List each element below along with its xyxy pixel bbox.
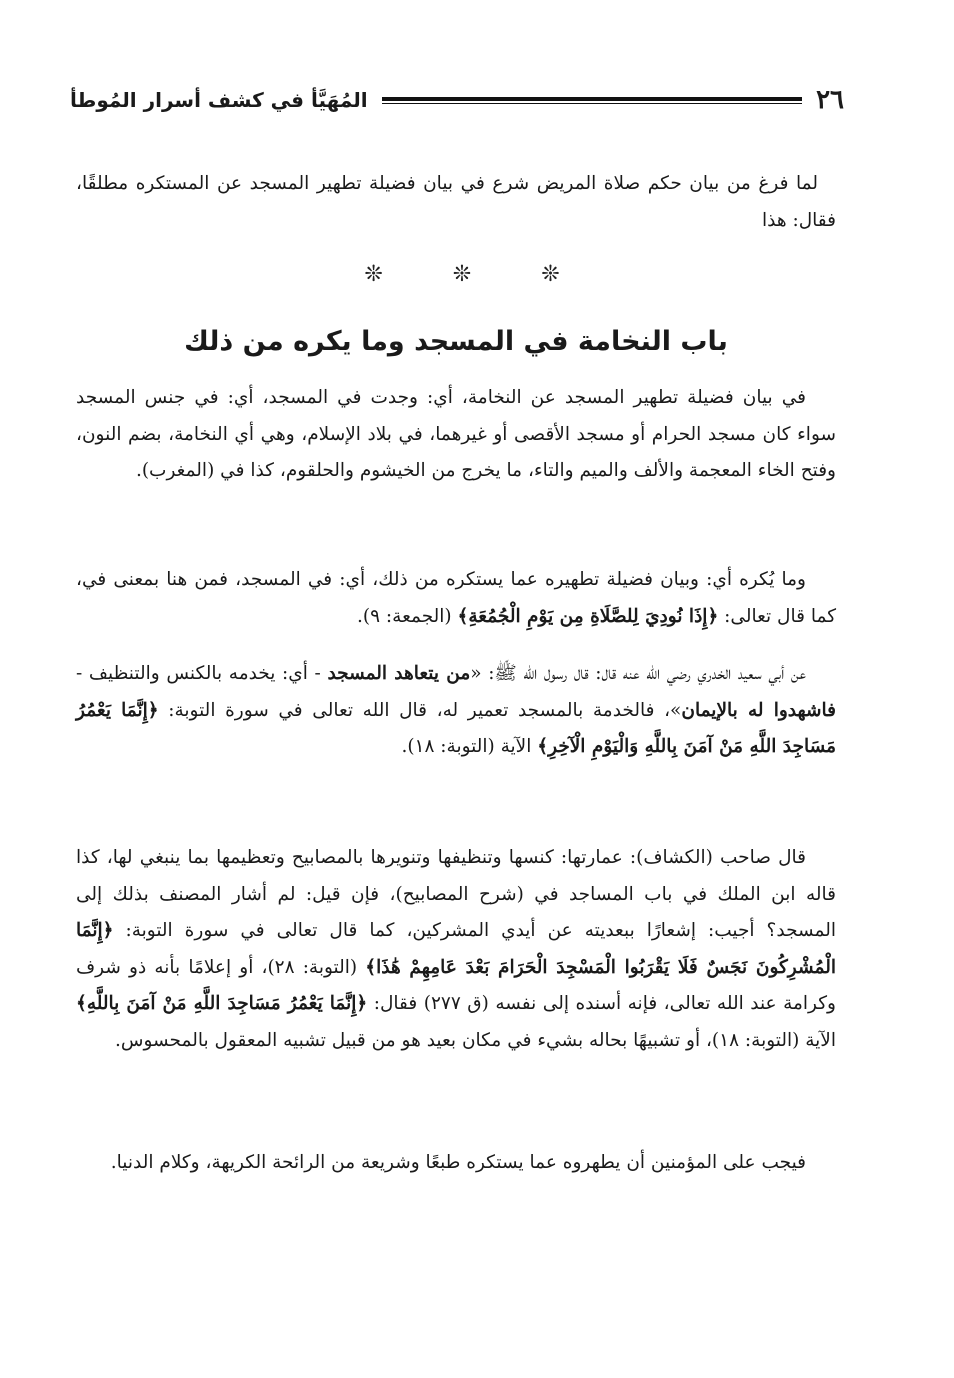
text-segment: »، فالخدمة بالمسجد تعمير له، قال الله تعالى في سورة التوبة: — [158, 699, 682, 721]
running-header — [70, 80, 844, 120]
paragraph-5 — [76, 1145, 836, 1182]
paragraph-text: فيجب على المؤمنين أن يطهروه عما يستكره طبعًا وشريعة من الرائحة الكريهة، وكلام الدنيا. — [110, 1152, 806, 1173]
text-segment: الآية (التوبة: ١٨)، أو تشبيهًا بحاله بشيء في مكان بعيد هو من قبيل تشبيه المعقول بالمحسوس. — [115, 1029, 836, 1051]
paragraph-text — [76, 562, 836, 635]
hadith-text: فاشهدوا له بالإيمان — [681, 699, 836, 721]
text-segment: قال صاحب (الكشاف): عمارتها: كنسها وتنظيفها وتنويرها بالمصابيح وتعظيمها بما ينبغي لها، كذا قاله ابن الملك في باب المساجد في (شرح المصابيح)، فإن قيل: لم أشار المصنف بذلك إلى المسجد؟ أجيب: إشعارًا ببعديته عن أيدي المشركين، كما قال تعالى في سورة التوبة: — [76, 847, 836, 941]
text-segment: الآية (التوبة: ١٨). — [401, 736, 538, 757]
intro-text: لما فرغ من بيان حكم صلاة المريض شرع في بيان فضيلة تطهير المسجد عن المستكره مطلقًا، فقال: هذا — [76, 173, 836, 231]
quran-verse: ﴿إِنَّمَا الْمُشْرِكُونَ نَجَسٌ فَلَا يَقْرَبُوا الْمَسْجِدَ الْحَرَامَ بَعْدَ عَامِهِمْ هَٰذَا﴾ — [76, 920, 836, 978]
chapter-title: باب النخامة في المسجد وما يكره من ذلك — [184, 326, 728, 357]
paragraph-4 — [76, 840, 836, 1059]
paragraph-2 — [76, 562, 836, 635]
text-segment: (التوبة: ٢٨)، أو إعلامًا بأنه ذو شرف وكرامة عند الله تعالى، فإنه أسنده إلى نفسه (ق ٢٧٧) فقال: — [76, 956, 836, 1014]
quran-verse: ﴿إِنَّمَا يَعْمُرُ مَسَاجِدَ اللَّهِ مَنْ آمَنَ بِاللَّهِ وَالْيَوْمِ الْآخِرِ﴾ — [76, 699, 836, 757]
page-number: ٢٦ — [816, 85, 844, 115]
text-segment: - أي: يخدمه بالكنس والتنظيف - — [76, 663, 328, 684]
hadith-text: من يتعاهد المسجد — [327, 663, 471, 684]
paragraph-text: في بيان فضيلة تطهير المسجد عن النخامة، أي: وجدت في المسجد، أي: في جنس المسجد سواء كان مسجد الحرام أو مسجد الأقصى أو غيرهما، في بلاد الإسلام، وهي أي النخامة، بضم النون، وفتح الخاء المعجمة والألف والميم والتاء، ما يخرج من الخيشوم والحلقوم، كذا في (المغرب). — [76, 387, 836, 481]
text-segment: (الجمعة: ٩). — [357, 605, 458, 627]
quran-verse: ﴿إِنَّمَا يَعْمُرُ مَسَاجِدَ اللَّهِ مَنْ آمَنَ بِاللَّهِ﴾ — [76, 993, 368, 1014]
intro-paragraph — [76, 166, 836, 239]
star-ornament-icon: ❊ — [364, 262, 383, 287]
text-segment: عن أبي سعيد الخدري رضي الله عنه قال: قال رسول الله ﷺ: « — [470, 663, 807, 684]
star-ornament-icon: ❊ — [541, 262, 560, 287]
paragraph-text — [76, 656, 836, 766]
star-ornament-icon: ❊ — [452, 262, 472, 287]
paragraph-text — [76, 840, 836, 1059]
quran-verse: ﴿إِذَا نُودِيَ لِلصَّلَاةِ مِن يَوْمِ الْجُمُعَةِ﴾ — [457, 605, 719, 627]
paragraph-3 — [76, 656, 836, 766]
book-title: المُهَيَّأ في كشف أسرار المُوطأ — [70, 88, 368, 112]
header-rule — [382, 97, 802, 104]
section-separator — [0, 262, 954, 287]
paragraph-1 — [76, 380, 836, 490]
text-segment: وما يُكره أي: وبيان فضيلة تطهيره عما يستكره من ذلك، أي: في المسجد، فمن هنا بمعنى في، كما قال تعالى: — [76, 569, 836, 627]
